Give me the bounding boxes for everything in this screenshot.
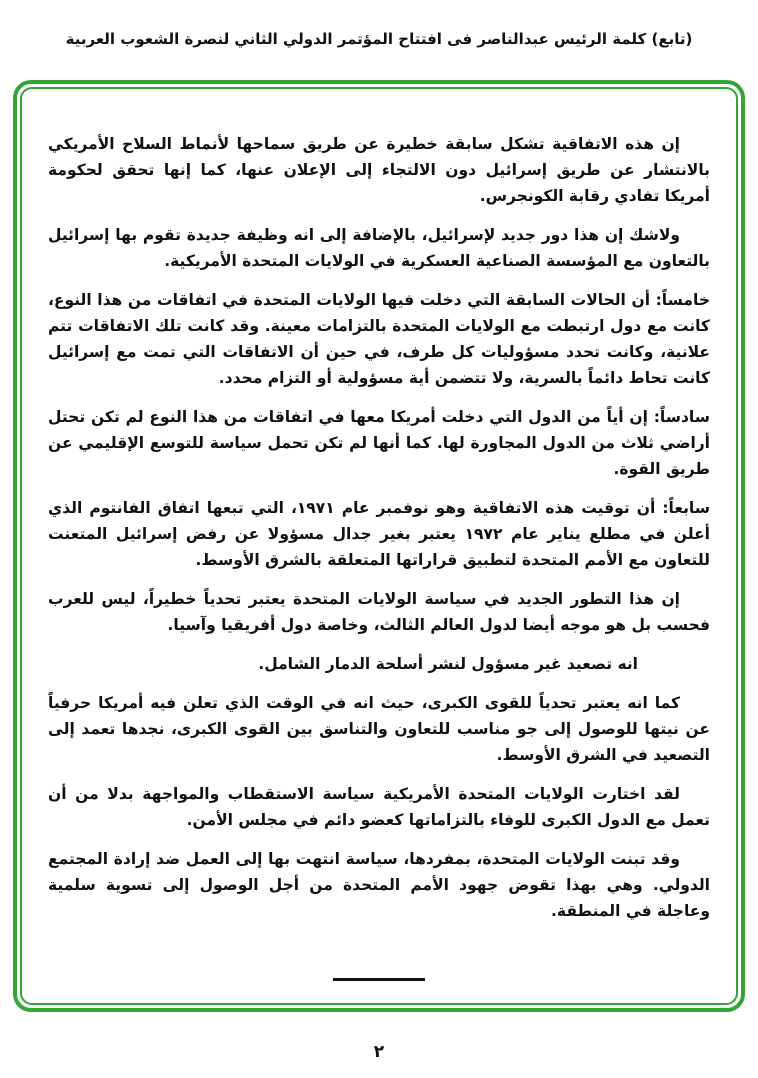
paragraph-3-fifth-point: خامساً: أن الحالات السابقة التي دخلت فيها الولايات المتحدة في اتفاقات من هذا النوع، كانت مع دول ارتبطت مع الولايات المتحدة بالتزامات معينة. وقد كانت تلك الاتفاقات تتم علانية، وكانت تحدد مسؤوليات كل طرف، في حين أن الاتفاقات التي تمت مع إسرائيل كانت تحاط دائماً بالسرية، ولا تتضمن أية مسؤولية أو التزام محدد.	[48, 291, 710, 387]
paragraph-9: لقد اختارت الولايات المتحدة الأمريكية سياسة الاستقطاب والمواجهة بدلا من أن تعمل مع الدول الكبرى للوفاء بالتزاماتها كعضو دائم في مجلس الأمن.	[48, 785, 710, 829]
end-of-text-divider	[333, 978, 425, 981]
paragraph-6: إن هذا التطور الجديد في سياسة الولايات المتحدة يعتبر تحدياً خطيراً، ليس للعرب فحسب بل هو موجه أيضا لدول العالم الثالث، وخاصة دول أفريقيا وآسيا.	[48, 590, 710, 634]
paragraph-1: إن هذه الاتفاقية تشكل سابقة خطيرة عن طريق سماحها لأنماط السلاح الأمريكي بالانتشار عن طريق إسرائيل دون الالتجاء إلى الإعلان عنها، كما إنها تحقق لحكومة أمريكا تفادي رقابة الكونجرس.	[48, 135, 710, 205]
paragraph-5-seventh-point: سابعاً: أن توقيت هذه الاتفاقية وهو نوفمبر عام ١٩٧١، التي تبعها اتفاق الفانتوم الذي أعلن في مطلع يناير عام ١٩٧٢ يعتبر بغير جدال مسؤولا عن رفض إسرائيل المتعنت للتعاون مع الأمم المتحدة لتطبيق قراراتها المتعلقة بالشرق الأوسط.	[48, 499, 710, 569]
document-body	[22, 89, 736, 981]
paragraph-7: انه تصعيد غير مسؤول لنشر أسلحة الدمار الشامل.	[258, 655, 638, 673]
paragraph-10: وقد تبنت الولايات المتحدة، بمفردها، سياسة انتهت بها إلى العمل ضد إرادة المجتمع الدولي. وهي بهذا تقوض جهود الأمم المتحدة من أجل الوصول إلى تسوية سلمية وعاجلة في المنطقة.	[48, 850, 710, 920]
paragraph-2: ولاشك إن هذا دور جديد لإسرائيل، بالإضافة إلى انه وظيفة جديدة تقوم بها إسرائيل بالتعاون مع المؤسسة الصناعية العسكرية في الولايات المتحدة الأمريكية.	[48, 226, 710, 270]
green-border-frame	[13, 80, 745, 1012]
green-border-frame-inner	[20, 87, 738, 1005]
page-title: (تابع) كلمة الرئيس عبدالناصر فى افتتاح المؤتمر الدولي الثاني لنصرة الشعوب العربية	[65, 30, 693, 48]
paragraph-4-sixth-point: سادساً: إن أياً من الدول التي دخلت أمريكا معها في اتفاقات من هذا النوع لم تكن تحتل أراضي ثلاث من الدول المجاورة لها. كما أنها لم تكن تحمل سياسة للتوسع الإقليمي عن طريق القوة.	[48, 408, 710, 478]
paragraph-8: كما انه يعتبر تحدياً للقوى الكبرى، حيث انه في الوقت الذي تعلن فيه أمريكا حرفياً عن نيتها للوصول إلى جو مناسب للتعاون والتناسق بين القوى الكبرى، نجدها تعمد إلى التصعيد في الشرق الأوسط.	[48, 694, 710, 764]
page-number: ٢	[373, 1042, 385, 1062]
